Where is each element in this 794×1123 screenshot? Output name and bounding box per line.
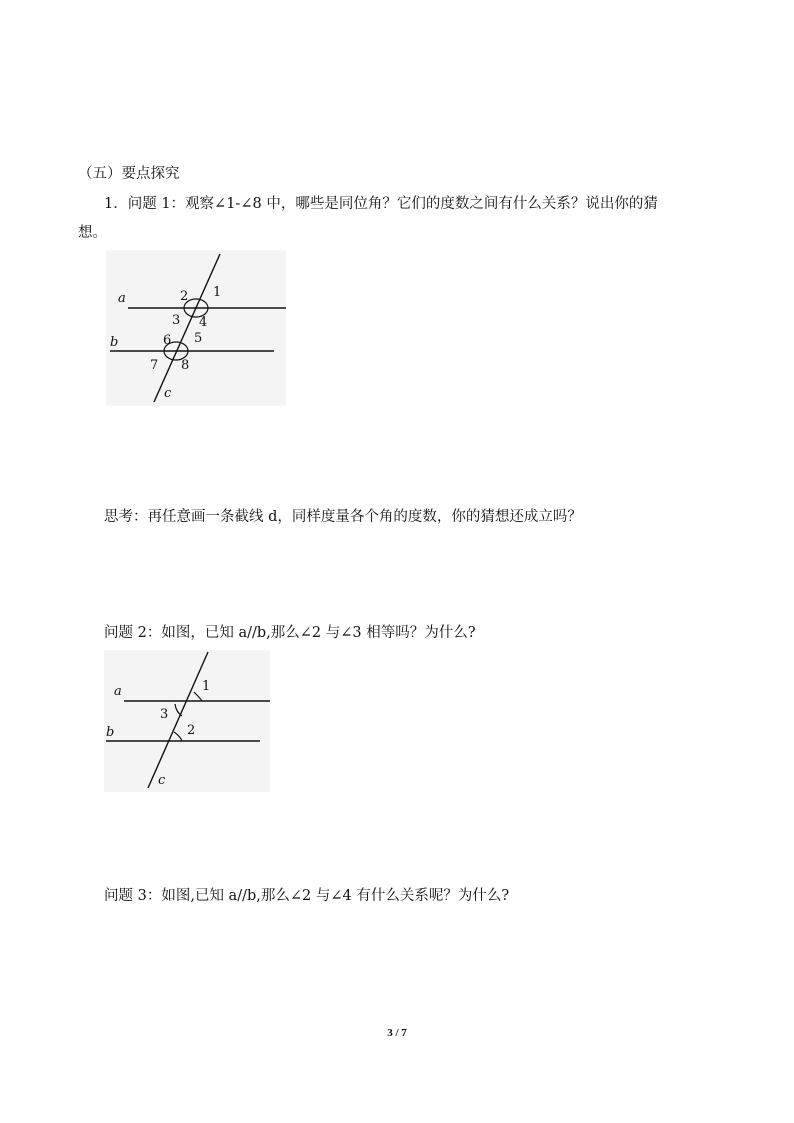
- label-c: c: [164, 386, 172, 401]
- question-3: 问题 3：如图,已知 a//b,那么∠2 与∠4 有什么关系呢？为什么?: [104, 888, 510, 904]
- label-angle-1: 1: [213, 285, 222, 300]
- label-c: c: [158, 773, 166, 788]
- label-angle-6: 6: [163, 333, 172, 348]
- label-angle-5: 5: [194, 331, 203, 346]
- question-1-line-1: 1．问题 1：观察∠1-∠8 中，哪些是同位角？它们的度数之间有什么关系？说出你的猜: [104, 196, 658, 212]
- label-angle-2: 2: [180, 289, 189, 304]
- think-prompt: 思考：再任意画一条截线 d，同样度量各个角的度数，你的猜想还成立吗？: [104, 509, 582, 525]
- label-angle-2: 2: [187, 723, 196, 738]
- figure-2: [104, 650, 270, 792]
- label-b: b: [106, 725, 115, 740]
- label-angle-8: 8: [181, 358, 190, 373]
- question-2: 问题 2：如图，已知 a//b,那么∠2 与∠3 相等吗？为什么?: [104, 625, 476, 641]
- label-angle-3: 3: [172, 313, 181, 328]
- angle-arc-2: [174, 732, 182, 741]
- label-a: a: [118, 291, 126, 306]
- angle-arc-1: [194, 692, 202, 701]
- figure-1: [106, 250, 286, 406]
- figure-2-diagram: [104, 650, 270, 792]
- line-c: [148, 652, 211, 788]
- line-c: [154, 254, 220, 402]
- page-number: 3 / 7: [387, 1027, 407, 1039]
- label-angle-4: 4: [199, 315, 208, 330]
- question-1-line-2: 想。: [78, 225, 107, 241]
- section-title: （五）要点探究: [78, 166, 180, 182]
- label-angle-1: 1: [202, 679, 211, 694]
- figure-1-diagram: [106, 250, 286, 406]
- label-angle-7: 7: [150, 358, 159, 373]
- label-a: a: [114, 684, 122, 699]
- label-angle-3: 3: [160, 707, 169, 722]
- label-b: b: [110, 335, 119, 350]
